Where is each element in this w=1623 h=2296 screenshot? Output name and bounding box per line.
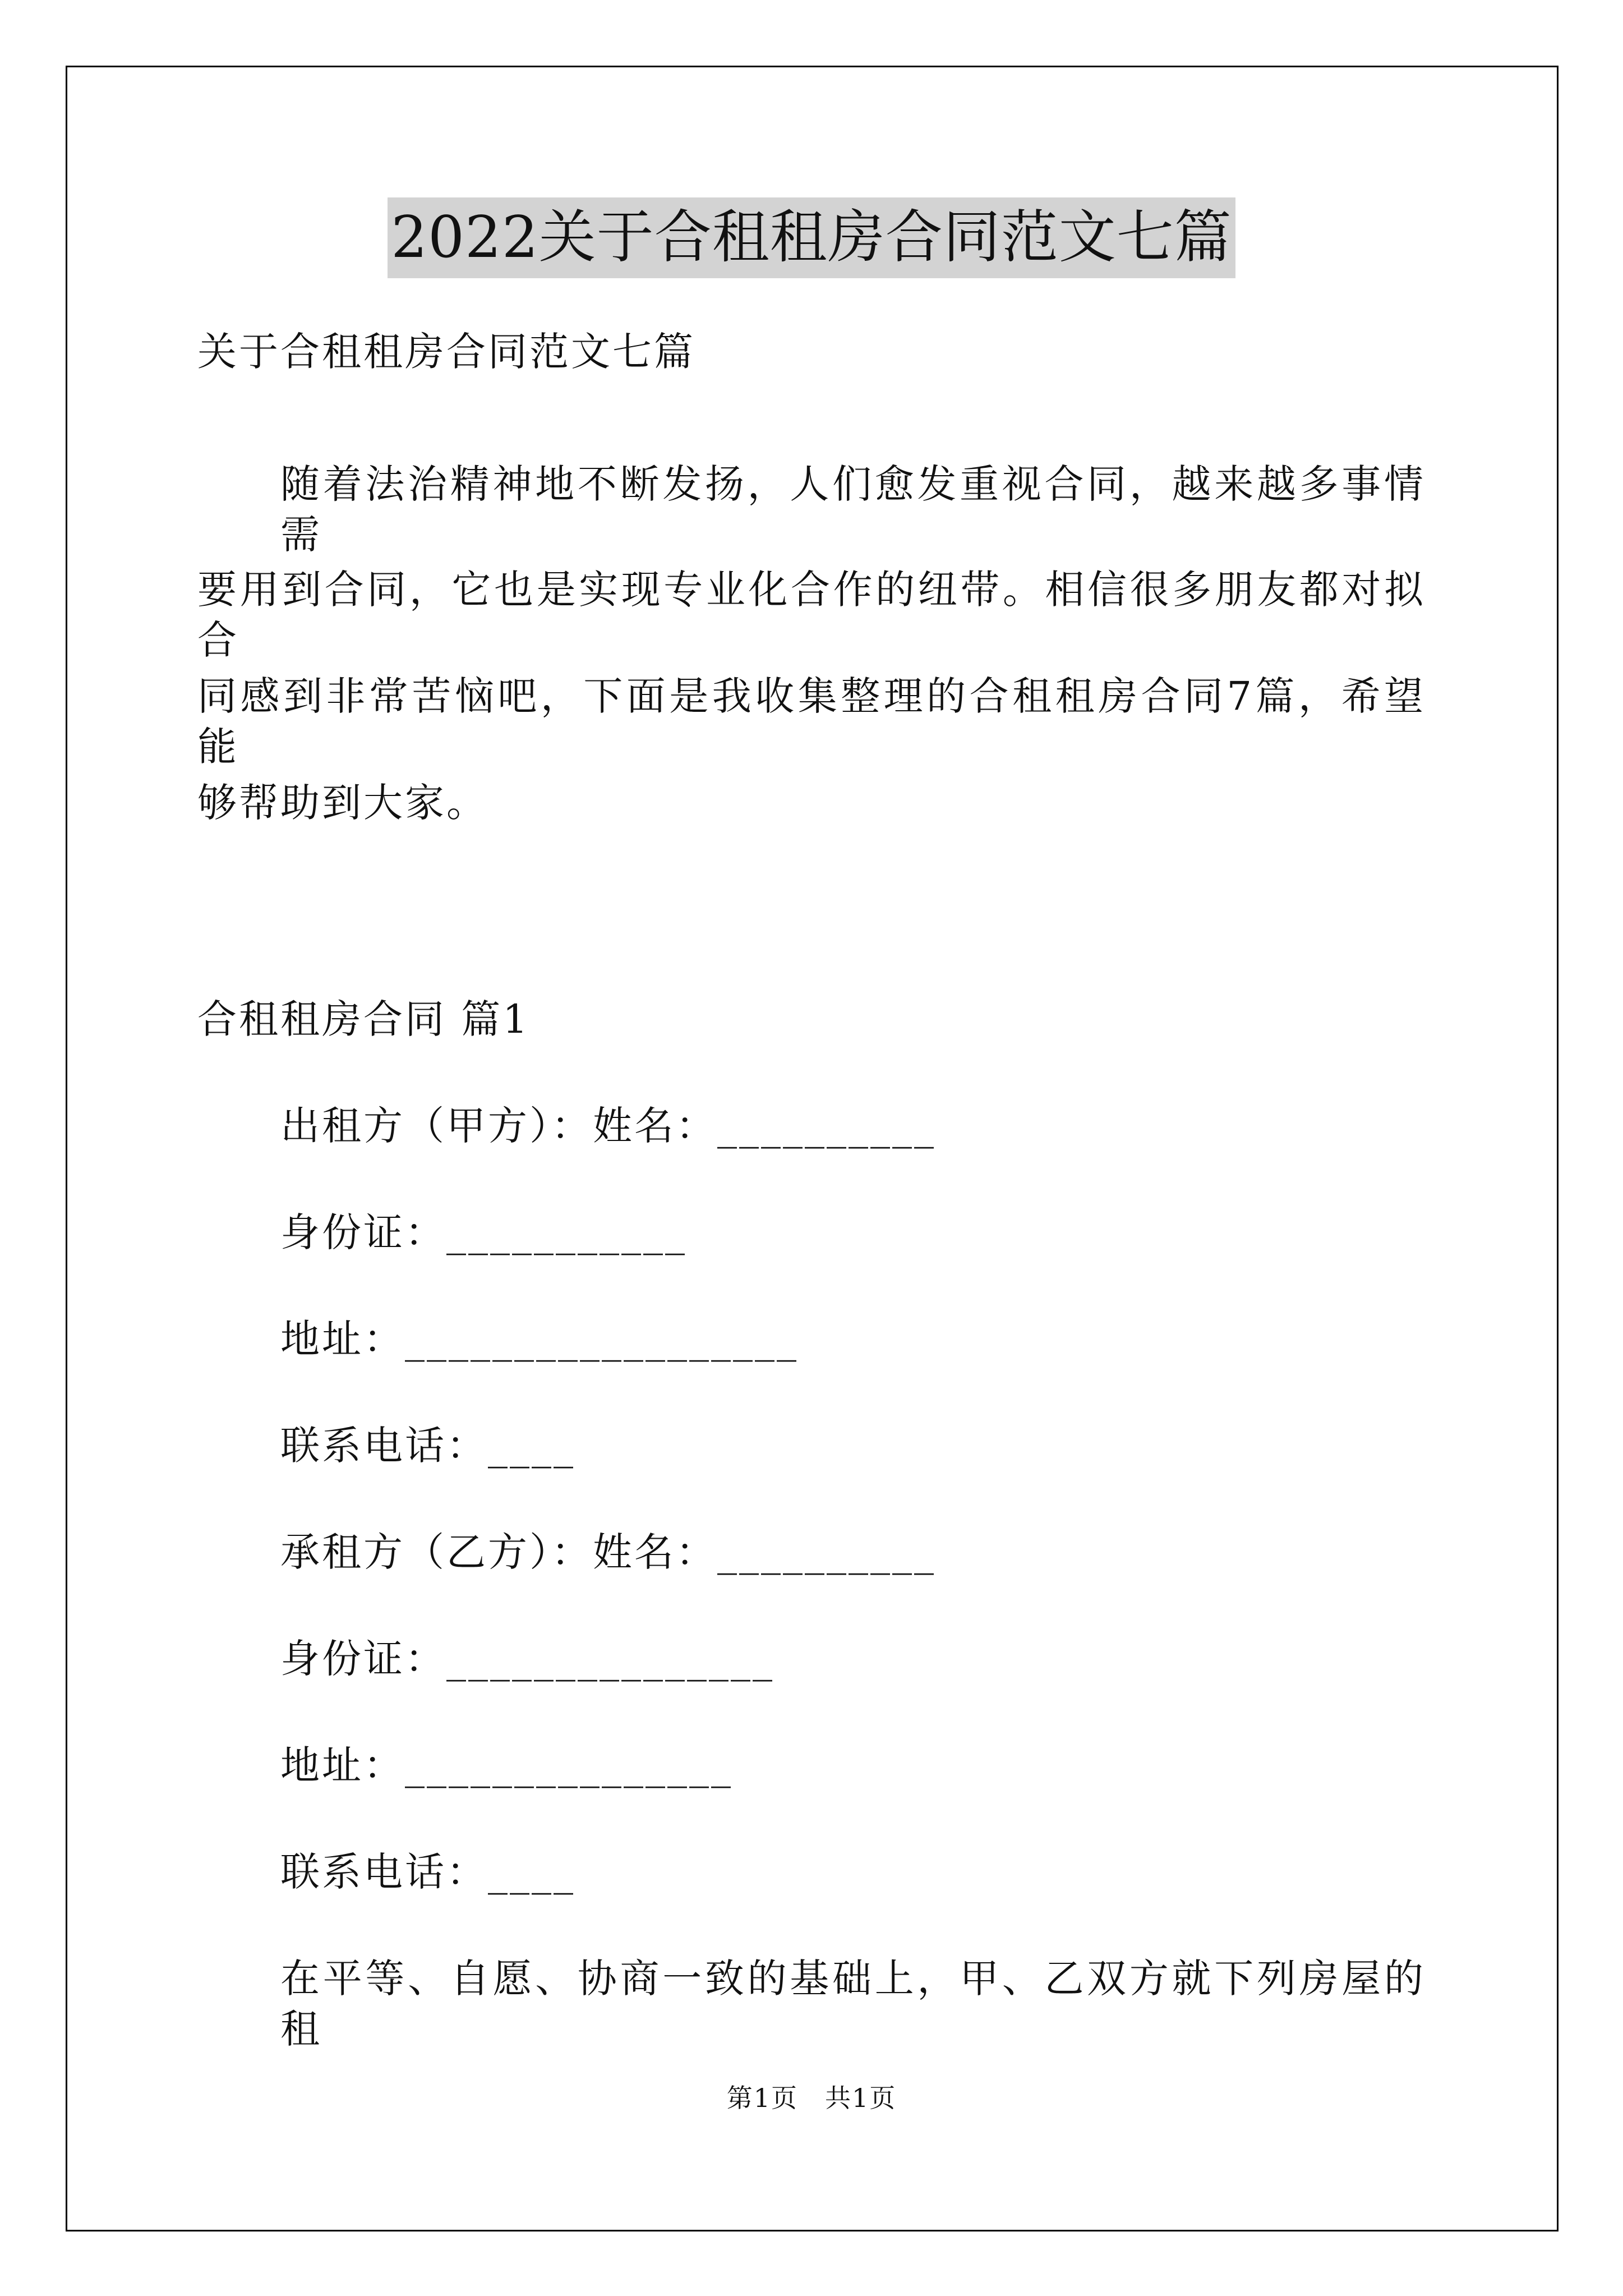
lessee-address-field: 地址：_______________ — [280, 1742, 733, 1788]
section-heading: 合租租房合同 篇1 — [197, 996, 530, 1042]
intro-line-1: 随着法治精神地不断发扬，人们愈发重视合同，越来越多事情需 — [280, 461, 1426, 558]
lessor-name-field: 出租方（甲方）：姓名：__________ — [280, 1103, 936, 1149]
document-title: 2022关于合租租房合同范文七篇 — [388, 197, 1235, 278]
lessor-address-field: 地址：__________________ — [280, 1316, 799, 1362]
lessee-phone-field: 联系电话：____ — [280, 1849, 575, 1895]
intro-line-4: 够帮助到大家。 — [197, 780, 488, 826]
lessee-name-field: 承租方（乙方）：姓名：__________ — [280, 1529, 936, 1575]
page-footer: 第1页 共1页 — [726, 2083, 897, 2113]
lessor-phone-field: 联系电话：____ — [280, 1423, 575, 1469]
intro-line-2: 要用到合同，它也是实现专业化合作的纽带。相信很多朋友都对拟合 — [197, 567, 1426, 663]
intro-line-3: 同感到非常苦恼吧，下面是我收集整理的合租租房合同7篇，希望能 — [197, 673, 1426, 770]
document-subtitle: 关于合租租房合同范文七篇 — [197, 329, 695, 375]
lessor-id-field: 身份证：___________ — [280, 1209, 687, 1255]
title-container — [0, 197, 1623, 278]
agreement-line: 在平等、自愿、协商一致的基础上，甲、乙双方就下列房屋的租 — [280, 1955, 1426, 2052]
lessee-id-field: 身份证：_______________ — [280, 1636, 774, 1682]
